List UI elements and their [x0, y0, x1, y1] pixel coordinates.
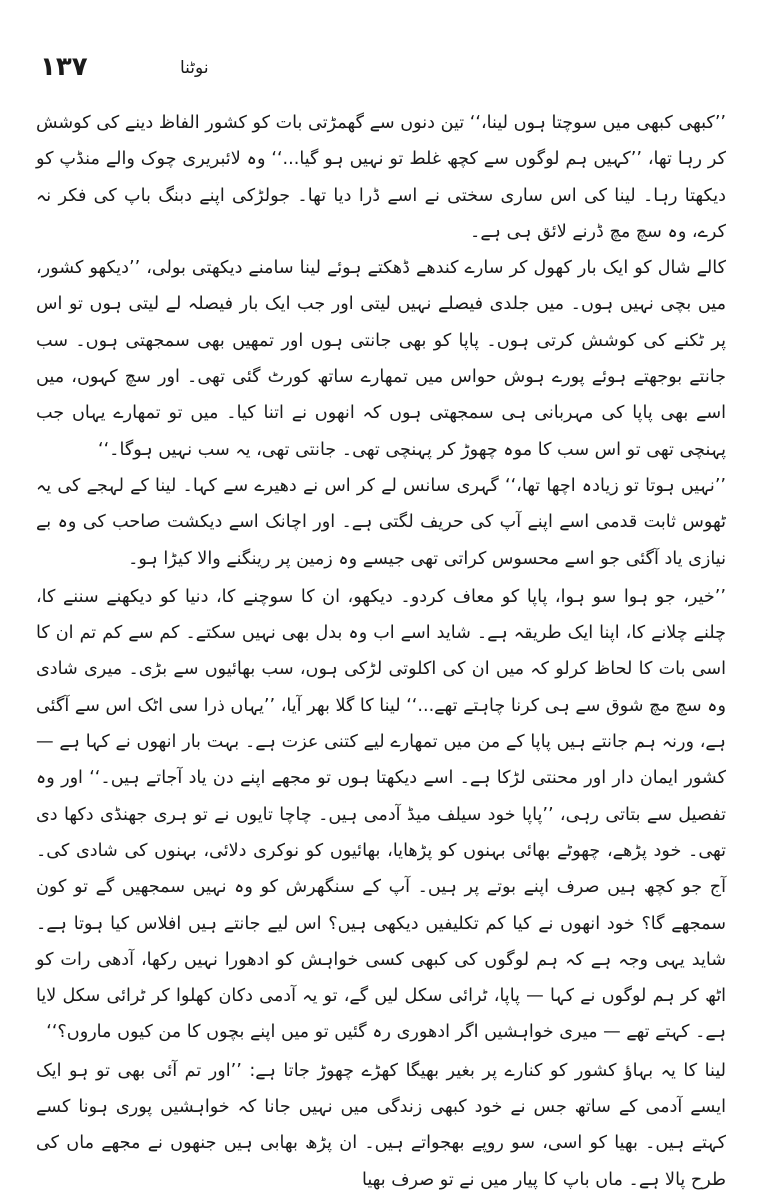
paragraph-4: ’’خیر، جو ہوا سو ہوا، پاپا کو معاف کردو۔ دیکھو، ان کا سوچنے کا، دنیا کو دیکھنے سننے کا، چلنے چلانے کا، اپنا ایک طریقہ ہے۔ شاید اسے اب وہ بدل بھی نہیں سکتے۔ کم سے کم تم ان کا اسی بات کا لحاظ کرلو کہ میں ان کی اکلوتی لڑکی ہوں، سب بھائیوں سے بڑی۔ میری شادی وہ سچ مچ شوق سے ہی کرنا چاہتے تھے...‘‘ لینا کا گلا بھر آیا، ’’یہاں ذرا سی اٹک اس سے آگئی ہے، ورنہ ہم جانتے ہیں پاپا کے من میں تمھارے لیے کتنی عزت ہے۔ بہت بار انھوں نے کہا ہے — کشور ایمان دار اور محنتی لڑکا ہے۔ اسے دیکھتا ہوں تو مجھے اپنے دن یاد آجاتے ہیں۔‘‘ اور وہ تفصیل سے بتاتی رہی، ’’پاپا خود سیلف میڈ آدمی ہیں۔ چاچا تایوں نے تو ہری جھنڈی دکھا دی تھی۔ خود پڑھے، چھوٹے بھائی بہنوں کو پڑھایا، بھائیوں کو نوکری دلائی، بہنوں کی شادی کی۔ آج جو کچھ ہیں صرف اپنے بوتے پر ہیں۔ آپ کے سنگھرش کو وہ نہیں سمجھیں گے تو کون سمجھے گا؟ خود انھوں نے کیا کم تکلیفیں دیکھی ہیں؟ اس لیے جانتے ہیں افلاس کیا ہوتا ہے۔ شاید یہی وجہ ہے کہ ہم لوگوں کی کبھی کسی خواہش کو ادھورا نہیں رکھا، آدھی رات کو اٹھ کر ہم لوگوں نے کہا — پاپا، ٹرائی سکل لیں گے، تو یہ آدمی دکان کھلوا کر ٹرائی سکل لایا ہے۔ کہتے تھے — میری خواہشیں اگر ادھوری رہ گئیں تو میں اپنے بچوں کا من کیوں ماروں؟‘‘ — [36, 586, 726, 1043]
paragraph-5: لینا کا یہ بہاؤ کشور کو کنارے پر بغیر بھیگا کھڑے چھوڑ جاتا ہے: ’’اور تم آئی بھی تو ہو ایک ایسے آدمی کے ساتھ جس نے خود کبھی زندگی میں نہیں جانا کہ خواہشیں پوری ہونا کسے کہتے ہیں۔ بھیا کو اسی، سو روپے بھجواتے ہیں۔ ان پڑھ بھابی ہیں جنھوں نے مجھے ماں کی طرح پالا ہے۔ ماں باپ کا پیار میں نے تو صرف بھیا — [36, 1060, 726, 1190]
body-text — [36, 105, 726, 1198]
running-title: نوٹنا — [180, 58, 209, 78]
paragraph-3: ’’نہیں ہوتا تو زیادہ اچھا تھا،‘‘ گہری سانس لے کر اس نے دھیرے سے کہا۔ لینا کے لہجے کی یہ ٹھوس ثابت قدمی اسے اپنے آپ کی حریف لگتی ہے۔ اور اچانک اسے دیکشت صاحب کی وہ بے نیازی یاد آگئی جو اسے محسوس کراتی تھی جیسے وہ زمین پر رینگنے والا کیڑا ہو۔ — [36, 475, 726, 569]
paragraph-2: کالے شال کو ایک بار کھول کر سارے کندھے ڈھکتے ہوئے لینا سامنے دیکھتی بولی، ’’دیکھو کشور، میں بچی نہیں ہوں۔ میں جلدی فیصلے نہیں لیتی اور جب ایک بار فیصلہ لے لیتی ہوں تو اس پر ٹکنے کی کوشش کرتی ہوں۔ پاپا کو بھی جانتی ہوں اور تمھیں بھی سمجھتی ہوں۔ سب جانتے بوجھتے ہوئے پورے ہوش حواس میں تمھارے ساتھ کورٹ گئی تھی۔ اور سچ کہوں، میں اسے بھی پاپا کی مہربانی ہی سمجھتی ہوں کہ انھوں نے اتنا کیا۔ میں تو تمھارے یہاں جب پہنچی تھی تو اس سب کا موہ چھوڑ کر پہنچی تھی۔ جانتی تھی، یہ سب نہیں ہوگا۔‘‘ — [36, 258, 726, 460]
page-header — [40, 52, 721, 88]
paragraph-1: ’’کبھی کبھی میں سوچتا ہوں لینا،‘‘ تین دنوں سے گھمڑتی بات کو کشور الفاظ دینے کی کوشش کر رہا تھا، ’’کہیں ہم لوگوں سے کچھ غلط تو نہیں ہو گیا...‘‘ وہ لائبریری چوک والے منڈپ کو دیکھتا رہا۔ لینا کی اس ساری سختی نے اسے ڈرا دیا تھا۔ جولڑکی اپنے دبنگ باپ کی فکر نہ کرے، وہ سچ مچ ڈرنے لائق ہی ہے۔ — [36, 113, 726, 242]
page-number: ۱۳۷ — [40, 52, 88, 82]
